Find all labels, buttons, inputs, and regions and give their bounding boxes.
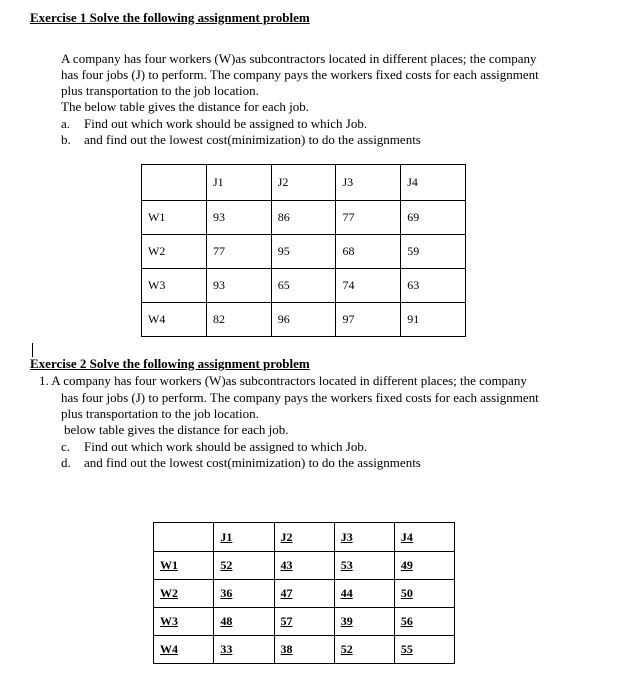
table-header-cell: J1	[206, 165, 271, 201]
table-cell: W1	[142, 201, 207, 235]
ex2-list-item-d: and find out the lowest cost(minimization) to do the assignments	[84, 455, 421, 470]
table-cell: 82	[206, 303, 271, 337]
ex2-cost-table	[153, 522, 455, 664]
table-cell: 63	[401, 269, 466, 303]
table-header-cell: J4	[401, 165, 466, 201]
table-cell: 53	[334, 552, 394, 580]
table-header-cell: J2	[271, 165, 336, 201]
table-cell: W3	[154, 608, 214, 636]
table-row	[142, 235, 466, 269]
table-cell: 68	[336, 235, 401, 269]
table-row	[154, 552, 455, 580]
table-cell: 97	[336, 303, 401, 337]
ex2-list-item-c: Find out which work should be assigned to which Job.	[84, 439, 368, 454]
table-cell: 47	[274, 580, 334, 608]
ex1-paragraph-line-1: A company has four workers (W)as subcontractors located in different places; the company	[61, 51, 537, 66]
ex1-list-marker-a: a.	[61, 116, 71, 131]
ex1-cost-table	[141, 164, 466, 337]
table-cell: 77	[206, 235, 271, 269]
ex1-paragraph-line-4: The below table gives the distance for each job.	[61, 99, 309, 114]
table-cell: 93	[206, 201, 271, 235]
table-cell: 56	[394, 608, 454, 636]
table-row	[154, 608, 455, 636]
table-cell: 44	[334, 580, 394, 608]
table-row	[142, 303, 466, 337]
table-cell: 96	[271, 303, 336, 337]
table-header-cell: J1	[214, 523, 274, 552]
table-header-row	[154, 523, 455, 552]
table-cell: 95	[271, 235, 336, 269]
table-cell: 74	[336, 269, 401, 303]
table-cell: 93	[206, 269, 271, 303]
table-header-cell	[154, 523, 214, 552]
ex1-list-item-b: and find out the lowest cost(minimization) to do the assignments	[84, 132, 421, 147]
table-cell: W4	[142, 303, 207, 337]
ex2-list-marker-d: d.	[61, 455, 71, 470]
table-cell: 69	[401, 201, 466, 235]
table-row	[142, 269, 466, 303]
table-cell: W4	[154, 636, 214, 664]
table-cell: 38	[274, 636, 334, 664]
ex1-list-marker-b: b.	[61, 132, 71, 147]
ex1-paragraph-line-2: has four jobs (J) to perform. The company pays the workers fixed costs for each assignment	[61, 67, 539, 82]
table-cell: W2	[142, 235, 207, 269]
ex1-list-item-a: Find out which work should be assigned to which Job.	[84, 116, 368, 131]
table-cell: 86	[271, 201, 336, 235]
table-cell: W2	[154, 580, 214, 608]
table-cell: 55	[394, 636, 454, 664]
table-cell: 39	[334, 608, 394, 636]
table-cell: W3	[142, 269, 207, 303]
table-header-cell: J3	[334, 523, 394, 552]
ex1-paragraph-line-3: plus transportation to the job location.	[61, 83, 259, 98]
table-header-cell	[142, 165, 207, 201]
table-cell: 50	[394, 580, 454, 608]
table-cell: 52	[334, 636, 394, 664]
table-row	[142, 201, 466, 235]
table-cell: 49	[394, 552, 454, 580]
ex2-paragraph-line-4: below table gives the distance for each job.	[64, 422, 289, 437]
text-cursor	[32, 343, 33, 357]
table-cell: 43	[274, 552, 334, 580]
table-row	[154, 636, 455, 664]
exercise-2-title: Exercise 2 Solve the following assignment problem	[30, 356, 310, 371]
ex2-paragraph-line-1: 1. A company has four workers (W)as subcontractors located in different places; the company	[39, 373, 527, 388]
table-cell: 65	[271, 269, 336, 303]
table-cell: 59	[401, 235, 466, 269]
ex2-paragraph-line-3: plus transportation to the job location.	[61, 406, 259, 421]
ex2-list-marker-c: c.	[61, 439, 71, 454]
table-header-row	[142, 165, 466, 201]
table-cell: W1	[154, 552, 214, 580]
table-cell: 91	[401, 303, 466, 337]
table-header-cell: J4	[394, 523, 454, 552]
table-cell: 77	[336, 201, 401, 235]
table-row	[154, 580, 455, 608]
table-cell: 33	[214, 636, 274, 664]
ex2-paragraph-line-2: has four jobs (J) to perform. The company pays the workers fixed costs for each assignment	[61, 390, 539, 405]
table-header-cell: J3	[336, 165, 401, 201]
table-header-cell: J2	[274, 523, 334, 552]
exercise-1-title: Exercise 1 Solve the following assignment problem	[30, 10, 310, 25]
table-cell: 48	[214, 608, 274, 636]
table-cell: 52	[214, 552, 274, 580]
table-cell: 57	[274, 608, 334, 636]
table-cell: 36	[214, 580, 274, 608]
